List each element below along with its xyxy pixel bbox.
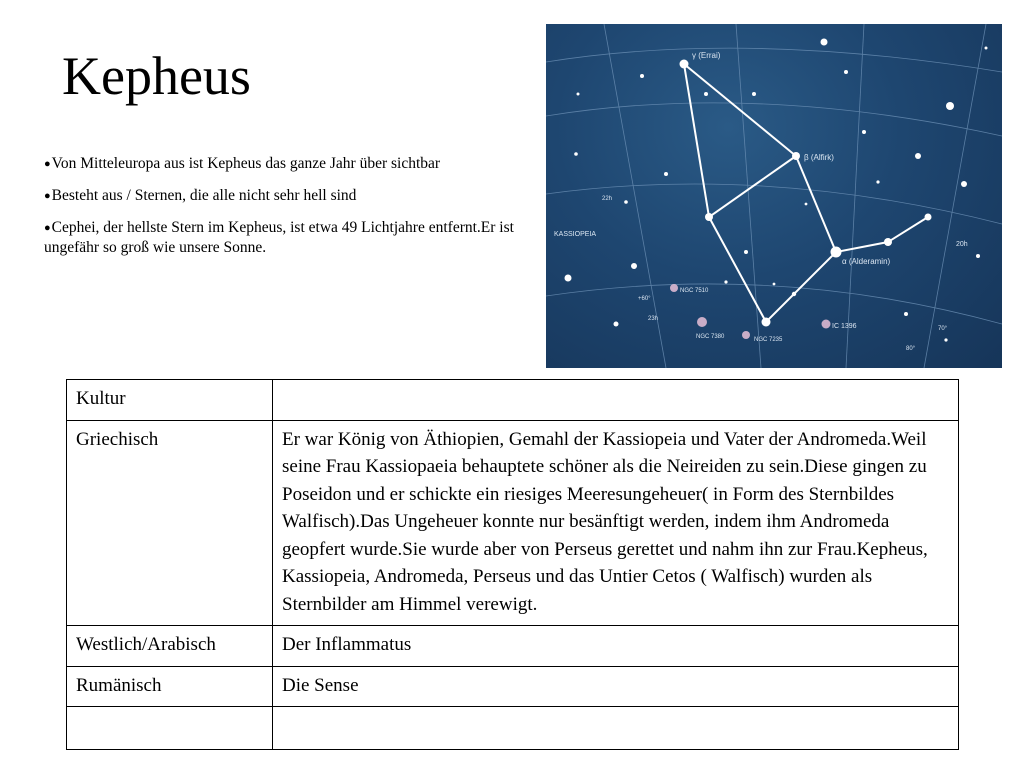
table-cell-culture	[67, 707, 273, 750]
table-cell-text: Die Sense	[273, 666, 959, 707]
table-cell-culture: Westlich/Arabisch	[67, 626, 273, 667]
grid-label-60: +60°	[638, 296, 651, 302]
table-row	[67, 707, 959, 750]
table-cell-text: Der Inflammatus	[273, 626, 959, 667]
region-label-kassiopeia: KASSIOPEIA	[554, 231, 597, 238]
bullet-text: Cephei, der hellste Stern im Kepheus, ist etwa 49 Lichtjahre entfernt.Er ist ungefähr so groß wie unsere Sonne.	[44, 219, 514, 256]
star-label-alfirk: β (Alfirk)	[804, 153, 834, 162]
table-cell-text	[273, 380, 959, 421]
object-label-ngc7235: NGC 7235	[754, 337, 783, 343]
bullet-item	[44, 154, 524, 174]
table-cell-culture: Kultur	[67, 380, 273, 421]
table-row	[67, 380, 959, 421]
table-cell-culture: Griechisch	[67, 420, 273, 626]
object-label-ngc7380: NGC 7380	[696, 334, 725, 340]
constellation-map-image	[546, 24, 1002, 368]
table-cell-culture: Rumänisch	[67, 666, 273, 707]
object-label-ngc7510: NGC 7510	[680, 288, 709, 294]
table-row	[67, 626, 959, 667]
table-cell-text	[273, 707, 959, 750]
grid-label-70: 70°	[938, 326, 948, 332]
bullet-dot-icon: ●	[44, 158, 51, 170]
slide-title: Kepheus	[62, 46, 251, 106]
star-label-errai: γ (Errai)	[692, 51, 721, 60]
table-row	[67, 666, 959, 707]
grid-label-20h: 20h	[956, 241, 968, 248]
bullet-list	[44, 154, 524, 270]
grid-label-80: 80°	[906, 346, 916, 352]
coordinate-grid	[546, 24, 1002, 368]
object-label-ic1396: IC 1396	[832, 323, 857, 330]
bullet-item	[44, 186, 524, 206]
constellation-map-svg	[546, 24, 1002, 368]
star-label-alderamin: α (Alderamin)	[842, 257, 891, 266]
bullet-dot-icon: ●	[44, 222, 51, 234]
grid-label-23h: 23h	[648, 316, 659, 322]
bullet-item	[44, 218, 524, 258]
grid-label-22h: 22h	[602, 196, 613, 202]
table-row	[67, 420, 959, 626]
main-stars	[680, 60, 932, 327]
bullet-text: Besteht aus / Sternen, die alle nicht sehr hell sind	[51, 187, 357, 204]
table-cell-text: Er war König von Äthiopien, Gemahl der Kassiopeia und Vater der Andromeda.Weil seine Frau Kassiopaeia behauptete schöner als die Neireiden zu sein.Diese gingen zu Poseidon und er schickte ein riesiges Meeresungeheuer( in Form des Sternbildes Walfisch).Das Ungeheuer konnte nur besänftigt werden, indem ihm Andromeda geopfert wurde.Sie wurde aber von Perseus gerettet und nahm ihn zur Frau.Kepheus, Kassiopeia, Andromeda, Perseus und das Untier Cetos ( Walfisch) wurden als Sternbilder am Himmel verewigt.	[273, 420, 959, 626]
bullet-text: Von Mitteleuropa aus ist Kepheus das ganze Jahr über sichtbar	[51, 155, 441, 172]
background-stars	[565, 39, 988, 342]
bullet-dot-icon: ●	[44, 190, 51, 202]
culture-table	[66, 379, 959, 750]
